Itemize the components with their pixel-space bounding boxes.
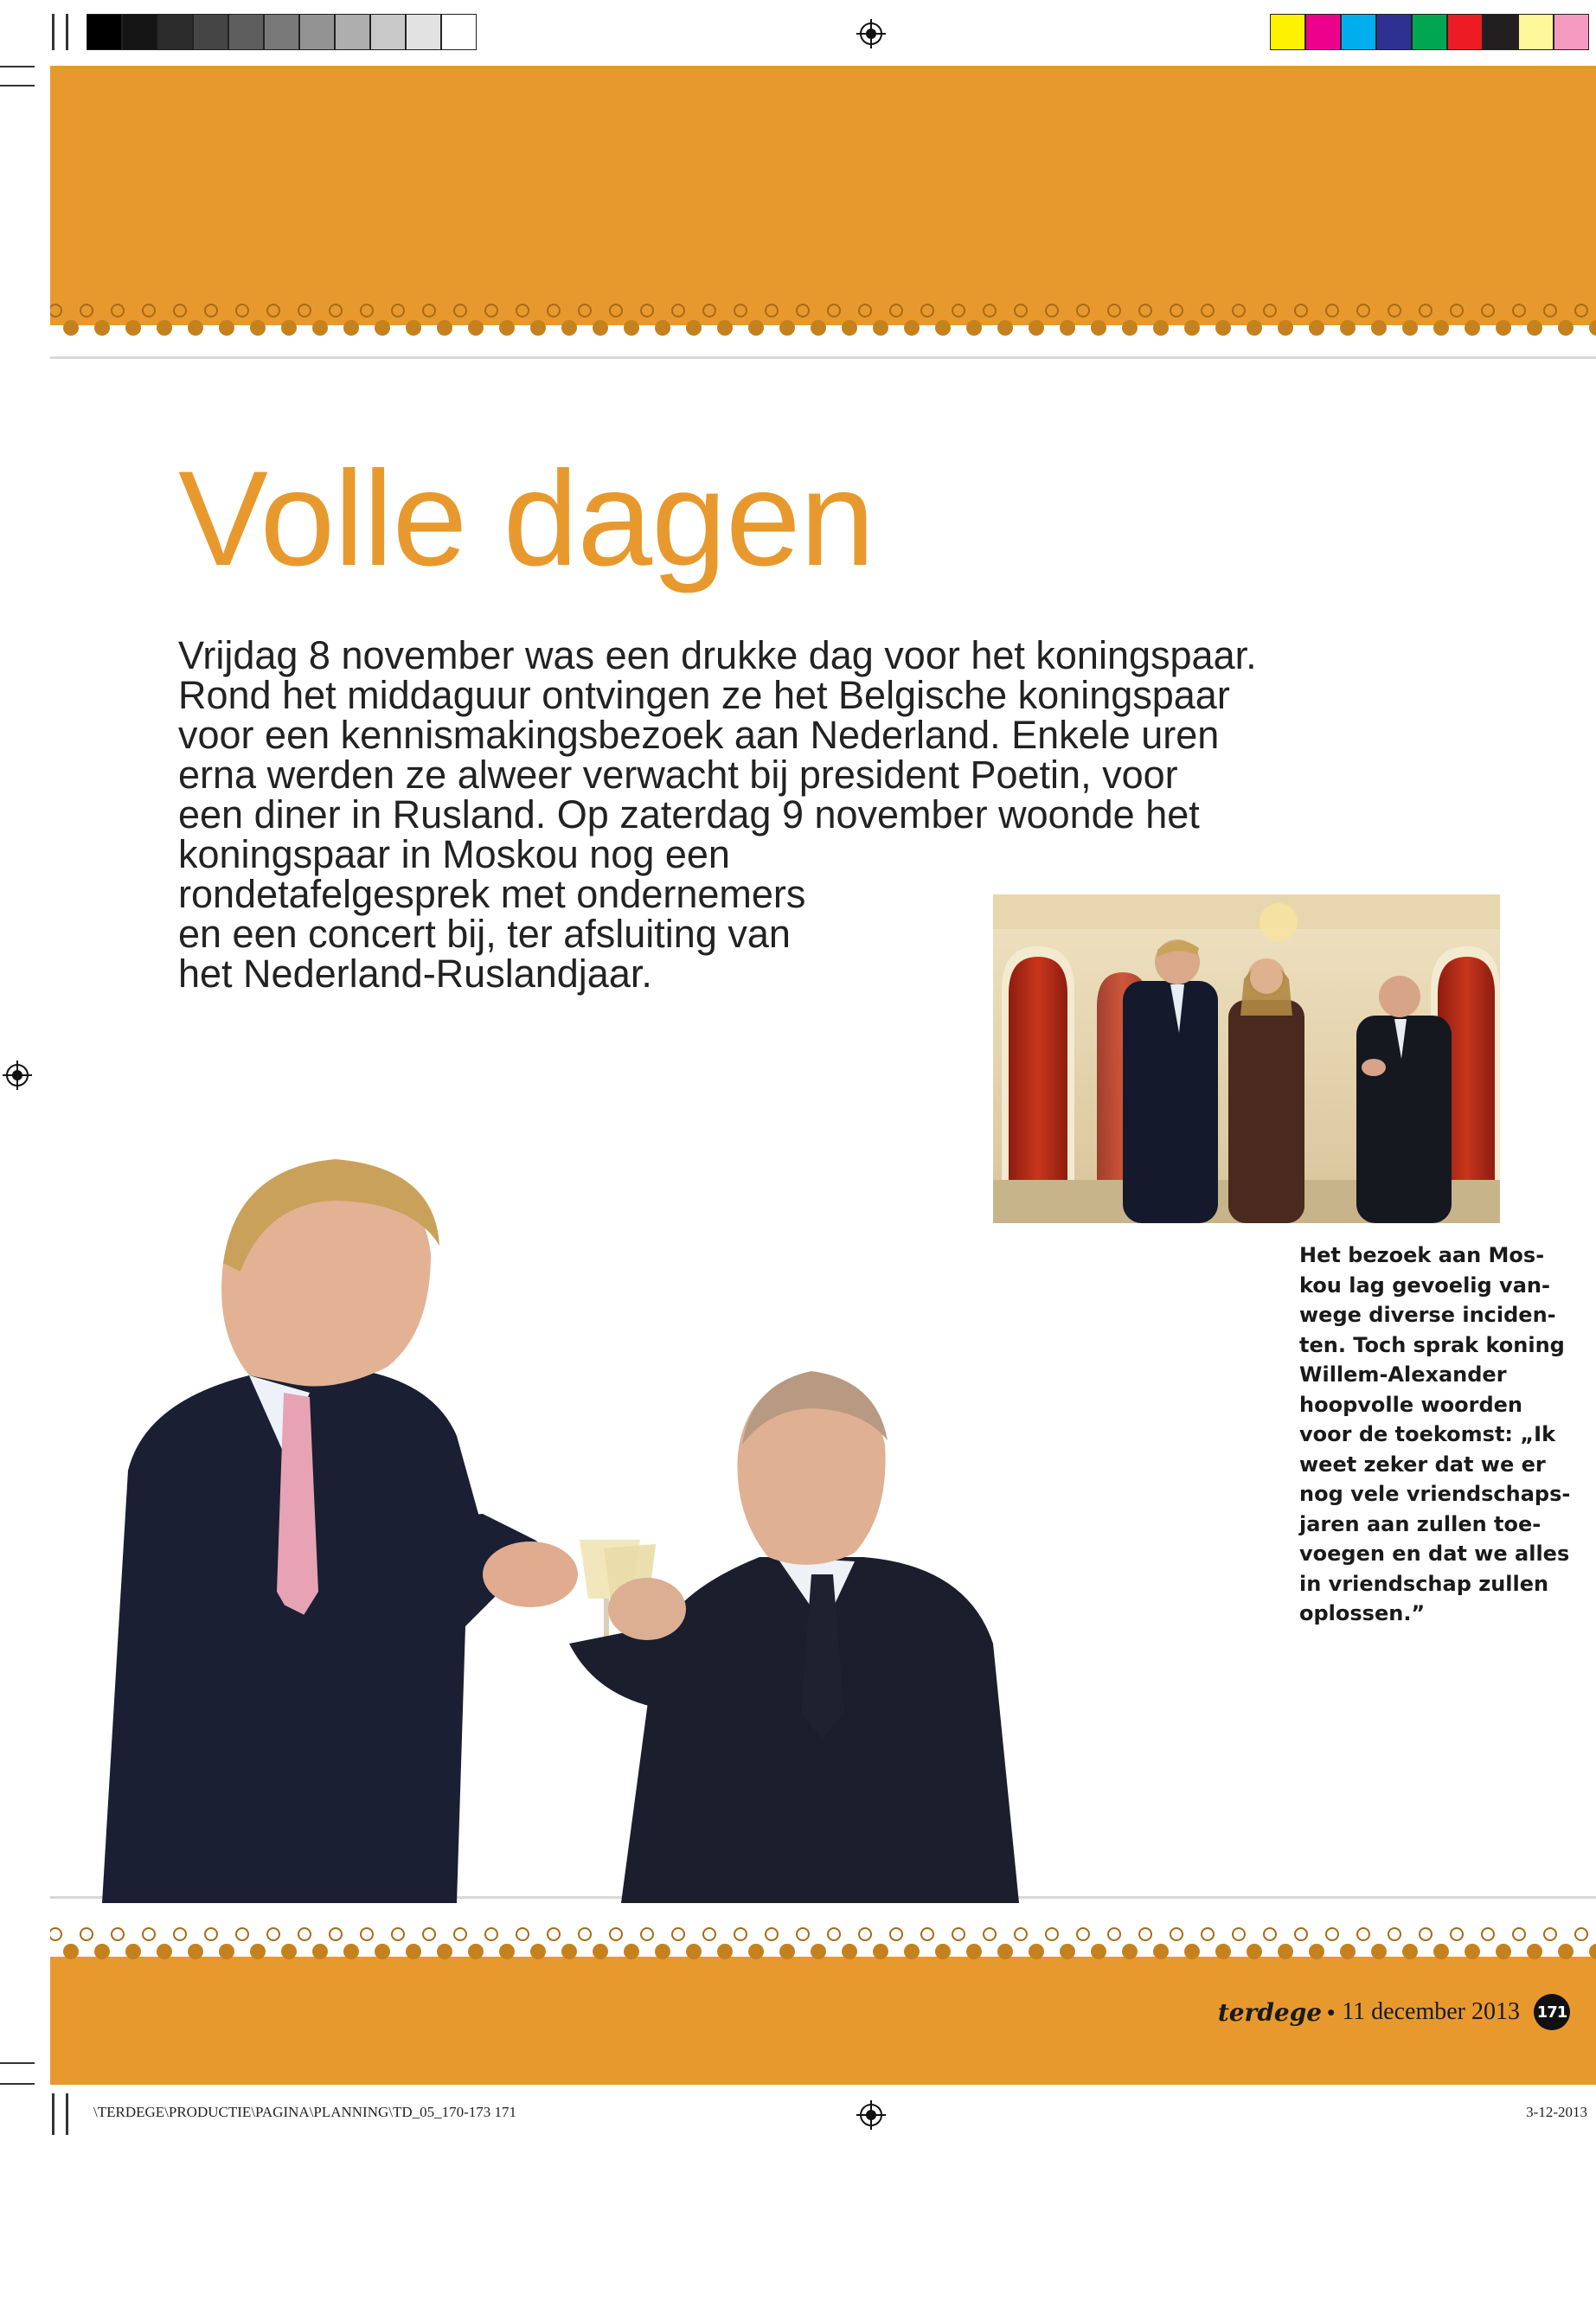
decor-ring [1388,1928,1401,1940]
registration-mark-icon [856,19,886,48]
decor-ring [1233,1928,1245,1940]
decor-ring [890,1928,902,1940]
decor-ring [1295,304,1307,317]
decor-dot [94,320,110,336]
decor-ring [1046,304,1058,317]
decor-ring [423,1928,435,1940]
decor-dot [561,1944,577,1959]
decor-ring [1233,304,1245,317]
decor-dot [1496,1944,1511,1959]
decor-ring [984,304,996,317]
caption-line: ten. Toch sprak koning [1299,1332,1565,1357]
decor-ring [703,304,715,317]
decor-ring [112,1928,124,1940]
decor-dot [561,320,577,336]
decor-dot [624,320,639,336]
decor-dot [437,320,452,336]
decor-ring [641,304,653,317]
color-swatch [406,14,441,50]
decor-dot [1122,320,1138,336]
intro-line: het Nederland-Ruslandjaar. [178,952,652,996]
decor-ring [1513,304,1525,317]
decor-dot [1215,1944,1231,1959]
decor-ring [112,304,124,317]
caption-line: Het bezoek aan Mos- [1299,1243,1545,1267]
crop-mark [0,2062,35,2064]
decor-ring [80,1928,93,1940]
color-swatch [1376,14,1412,50]
decor-dot [406,320,421,336]
decor-ring [454,1928,466,1940]
decor-ring [1544,1928,1556,1940]
decor-dot [1153,1944,1169,1959]
decor-ring [1513,1928,1525,1940]
decor-dot [530,1944,546,1959]
decor-dot [1184,320,1200,336]
decor-ring [1451,304,1463,317]
decor-dot [1465,320,1480,336]
decor-dot [312,1944,328,1959]
crop-mark [0,2083,35,2085]
decor-ring [80,304,93,317]
page-footer [1218,1991,1570,2033]
decor-dot [406,1944,421,1959]
decor-ring [766,304,778,317]
decor-ring [859,304,871,317]
decor-ring [1077,304,1089,317]
photo-toast [50,1107,1261,1903]
decor-ring [952,1928,965,1940]
decor-dot [1309,320,1324,336]
decor-dot [686,1944,702,1959]
color-swatch [193,14,228,50]
color-swatch [264,14,299,50]
decor-ring [516,1928,529,1940]
decor-dot [873,320,888,336]
registration-mark-icon [856,2100,886,2130]
decor-ring [50,1928,61,1940]
decor-ring [1108,1928,1120,1940]
decor-ring [236,1928,248,1940]
color-swatch [1554,14,1589,50]
caption-line: kou lag gevoelig van- [1299,1272,1550,1298]
decor-dot [873,1944,888,1959]
issue-date: 11 december 2013 [1342,1998,1520,2025]
decor-dot [997,320,1013,336]
decor-dot [842,320,857,336]
color-swatch [1483,14,1518,50]
decor-ring [1170,304,1183,317]
decor-dot [1153,320,1169,336]
decor-dot [1589,1944,1596,1959]
decor-dot [219,1944,234,1959]
color-swatch [441,14,477,50]
decor-dot [748,320,764,336]
decor-ring [330,304,342,317]
decor-ring [1326,1928,1338,1940]
decor-ring [516,304,529,317]
decor-dot [1465,1944,1480,1959]
decor-ring [1482,1928,1494,1940]
decor-ring [205,1928,217,1940]
crop-mark [52,14,54,50]
decor-ring [921,1928,933,1940]
decor-ring [1357,304,1369,317]
page-title: Volle dagen [178,444,875,594]
decor-ring [1482,304,1494,317]
decor-ring [579,1928,591,1940]
decor-dot [593,320,608,336]
intro-line: Vrijdag 8 november was een drukke dag voor het koningspaar. [178,633,1257,677]
decor-ring [1202,1928,1214,1940]
decor-ring [1420,1928,1432,1940]
decor-dot [904,320,920,336]
color-swatch [157,14,193,50]
decor-dot [1029,1944,1044,1959]
decor-dot [1527,320,1542,336]
decor-dot [935,1944,951,1959]
decor-ring [1388,304,1401,317]
decor-ring [236,304,248,317]
decor-dot [655,1944,670,1959]
color-swatch [228,14,264,50]
decor-ring [454,304,466,317]
decor-ring [205,304,217,317]
decor-ring [890,304,902,317]
registration-mark-icon [3,1061,32,1090]
color-swatch [335,14,370,50]
decor-ring [610,1928,622,1940]
color-swatch [299,14,335,50]
decor-dot [1247,1944,1262,1959]
decor-dot [842,1944,857,1959]
decor-ring [1264,304,1276,317]
decor-ring [828,304,840,317]
decor-dot [1558,320,1574,336]
decor-ring [1170,1928,1183,1940]
decor-dot [1402,320,1418,336]
decor-dot [935,320,951,336]
print-slug-date: 3-12-2013 [1526,2104,1587,2120]
decor-ring [298,304,311,317]
decor-dot [1433,320,1449,336]
decor-dot [250,1944,266,1959]
crop-mark [66,2093,68,2135]
intro-line: Rond het middaguur ontvingen ze het Belgische koningspaar [178,673,1230,717]
decor-dot [1215,320,1231,336]
decor-ring [267,1928,279,1940]
caption-line: voor de toekomst: „Ik [1299,1422,1556,1446]
decor-dot [811,320,826,336]
decor-ring [392,1928,404,1940]
decor-ring [579,304,591,317]
decor-ring [1139,1928,1151,1940]
decor-dot [717,1944,733,1959]
decor-dot [624,1944,639,1959]
decor-dot [94,1944,110,1959]
decor-dot [686,320,702,336]
decor-ring [267,304,279,317]
decor-dot [1371,320,1387,336]
header-band [50,66,1596,325]
magazine-logo: terdege [1217,1997,1323,2027]
decor-dot [1029,320,1044,336]
intro-line: voor een kennismakingsbezoek aan Nederland. Enkele uren [178,713,1220,757]
decor-ring [548,304,560,317]
crop-mark [66,14,68,50]
decor-dot [530,320,546,336]
decor-ring [361,304,373,317]
color-swatch [1447,14,1483,50]
decor-ring [1326,304,1338,317]
decor-dot [1340,1944,1356,1959]
decor-ring [1544,304,1556,317]
decor-dot [250,320,266,336]
decor-dot [1433,1944,1449,1959]
decor-ring [143,1928,155,1940]
caption-line: weet zeker dat we er [1299,1452,1546,1477]
print-slug-path: \TERDEGE\PRODUCTIE\PAGINA\PLANNING\TD_05_170-173 171 [93,2104,517,2120]
intro-line: erna werden ze alweer verwacht bij president Poetin, voor [178,753,1178,797]
decor-ring [641,1928,653,1940]
decor-dot [811,1944,826,1959]
color-swatch [370,14,406,50]
decor-dot [904,1944,920,1959]
decor-ring [1077,1928,1089,1940]
decor-dot [593,1944,608,1959]
decor-dot [1060,1944,1075,1959]
dotted-border-top [50,298,1596,343]
decor-dot [468,320,484,336]
color-swatch [1341,14,1376,50]
decor-dot [437,1944,452,1959]
decor-ring [361,1928,373,1940]
decor-dot [966,1944,982,1959]
decor-dot [1060,320,1075,336]
decor-dot [375,1944,390,1959]
decor-dot [499,1944,515,1959]
decor-dot [125,1944,141,1959]
decor-dot [997,1944,1013,1959]
decor-dot [1402,1944,1418,1959]
decor-dot [1184,1944,1200,1959]
decor-dot [1496,320,1511,336]
decor-ring [1451,1928,1463,1940]
decor-dot [1340,320,1356,336]
color-swatch [1270,14,1305,50]
decor-ring [1015,304,1027,317]
intro-line: en een concert bij, ter afsluiting van [178,912,791,956]
photo-caption [1299,1240,1574,1629]
decor-dot [343,1944,359,1959]
crop-mark [0,85,35,87]
decor-ring [298,1928,311,1940]
decor-ring [1108,304,1120,317]
intro-line: rondetafelgesprek met ondernemers [178,872,806,916]
decor-ring [952,304,965,317]
decor-dot [499,320,515,336]
decor-dot [343,320,359,336]
page-number: 171 [1534,1994,1570,2030]
color-swatch [1305,14,1341,50]
caption-line: oplossen.” [1299,1601,1426,1625]
decor-ring [174,304,186,317]
decor-ring [143,304,155,317]
decor-dot [312,320,328,336]
decor-dot [748,1944,764,1959]
decor-dot [157,1944,172,1959]
intro-line: een diner in Rusland. Op zaterdag 9 november woonde het [178,792,1200,836]
decor-dot [157,320,172,336]
decor-dot [1371,1944,1387,1959]
decor-ring [1575,304,1587,317]
color-swatch [1412,14,1447,50]
decor-ring [330,1928,342,1940]
color-swatch [87,14,122,50]
divider-top [50,356,1596,359]
decor-dot [655,320,670,336]
decor-ring [1015,1928,1027,1940]
decor-dot [375,320,390,336]
decor-ring [859,1928,871,1940]
caption-line: Willem-Alexander [1299,1362,1507,1387]
decor-dot [1309,1944,1324,1959]
decor-dot [1091,1944,1106,1959]
decor-dot [717,320,733,336]
decor-dot [219,320,234,336]
crop-mark [0,66,35,67]
dotted-border-bottom [50,1922,1596,1967]
intro-line: koningspaar in Moskou nog een [178,832,730,876]
color-swatch [122,14,157,50]
decor-ring [610,304,622,317]
decor-dot [281,320,297,336]
process-color-bar [1270,14,1589,52]
decor-ring [1295,1928,1307,1940]
decor-dot [966,320,982,336]
decor-ring [392,304,404,317]
decor-dot [1122,1944,1138,1959]
decor-dot [281,1944,297,1959]
decor-ring [672,304,684,317]
decor-dot [1091,320,1106,336]
decor-ring [797,304,809,317]
decor-ring [797,1928,809,1940]
decor-ring [1264,1928,1276,1940]
decor-dot [1278,320,1293,336]
decor-ring [548,1928,560,1940]
decor-ring [1046,1928,1058,1940]
decor-ring [984,1928,996,1940]
decor-ring [1420,304,1432,317]
decor-ring [703,1928,715,1940]
decor-dot [779,320,795,336]
caption-line: nog vele vriendschaps- [1299,1482,1571,1506]
gray-color-bar [87,14,477,52]
decor-ring [1202,304,1214,317]
decor-dot [1527,1944,1542,1959]
decor-dot [188,1944,203,1959]
decor-ring [734,304,747,317]
decor-dot [1558,1944,1574,1959]
decor-ring [672,1928,684,1940]
decor-ring [50,304,61,317]
decor-ring [766,1928,778,1940]
decor-dot [1278,1944,1293,1959]
decor-dot [1247,320,1262,336]
color-swatch [1518,14,1554,50]
decor-dot [1589,320,1596,336]
decor-ring [734,1928,747,1940]
decor-dot [188,320,203,336]
decor-ring [828,1928,840,1940]
decor-ring [174,1928,186,1940]
decor-ring [1357,1928,1369,1940]
decor-ring [423,304,435,317]
decor-dot [63,1944,79,1959]
footer-bullet: • [1327,1998,1336,2025]
caption-line: jaren aan zullen toe- [1299,1511,1542,1536]
caption-line: in vriendschap zullen [1299,1571,1549,1596]
decor-ring [1575,1928,1587,1940]
decor-ring [485,304,497,317]
decor-dot [63,320,79,336]
caption-line: wege diverse inciden- [1299,1303,1556,1327]
decor-ring [1139,304,1151,317]
decor-ring [485,1928,497,1940]
crop-mark [52,2093,54,2135]
decor-dot [468,1944,484,1959]
decor-dot [779,1944,795,1959]
caption-line: voegen en dat we alles [1299,1541,1570,1566]
decor-dot [125,320,141,336]
caption-line: hoopvolle woorden [1299,1392,1522,1417]
decor-ring [921,304,933,317]
